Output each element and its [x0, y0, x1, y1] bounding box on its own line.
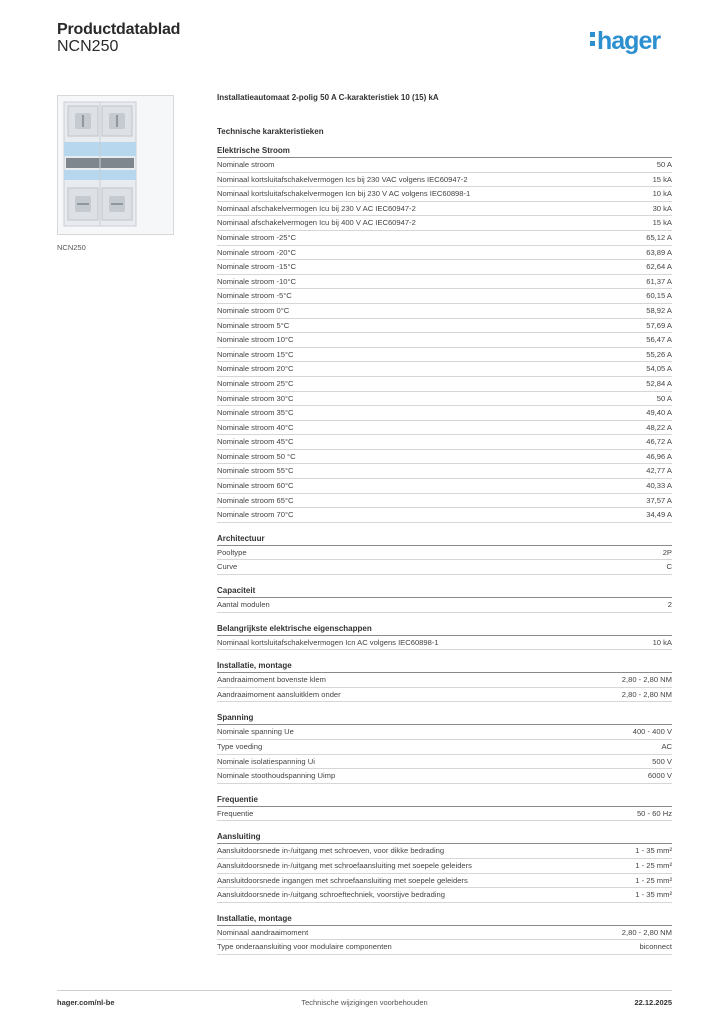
spec-section — [217, 660, 672, 702]
spec-label: Nominale stroom 35°C — [217, 408, 294, 418]
spec-section — [217, 831, 672, 902]
spec-label: Nominale stroom -25°C — [217, 232, 297, 242]
spec-row — [217, 333, 672, 348]
spec-value: 30 kA — [652, 203, 672, 213]
spec-label: Nominale stroom -5°C — [217, 291, 292, 301]
spec-label: Frequentie — [217, 808, 254, 818]
spec-sections — [217, 145, 672, 955]
spec-section — [217, 533, 672, 575]
spec-value: 2,80 - 2,80 NM — [621, 675, 672, 685]
spec-label: Nominale stroom 65°C — [217, 495, 294, 505]
spec-row — [217, 304, 672, 319]
spec-label: Nominale stroom -10°C — [217, 276, 297, 286]
spec-label: Aansluitdoorsnede ingangen met schroefaansluiting met soepele geleiders — [217, 875, 468, 885]
spec-row — [217, 636, 672, 651]
spec-label: Nominale stoothoudspanning Uimp — [217, 771, 336, 781]
spec-value: 50 A — [656, 160, 672, 169]
spec-label: Aandraaimoment aansluitklem onder — [217, 689, 341, 699]
spec-value: 55,26 A — [646, 349, 672, 359]
spec-value: 61,37 A — [646, 276, 672, 286]
spec-label: Nominale stroom 25°C — [217, 378, 294, 388]
spec-row — [217, 187, 672, 202]
spec-value: 2 — [667, 600, 672, 610]
spec-label: Aansluitdoorsnede in-/uitgang schroeftechniek, voorstijve bedrading — [217, 890, 445, 900]
footer-disclaimer: Technische wijzigingen voorbehouden — [301, 998, 428, 1007]
section-title: Architectuur — [217, 533, 672, 546]
spec-row — [217, 807, 672, 822]
page-title: Productdatablad — [57, 21, 181, 38]
spec-value: 1 - 25 mm² — [635, 875, 672, 885]
spec-row — [217, 598, 672, 613]
spec-row — [217, 494, 672, 509]
spec-row — [217, 362, 672, 377]
spec-label: Nominale stroom 5°C — [217, 320, 290, 330]
image-caption: NCN250 — [57, 243, 86, 252]
spec-row — [217, 688, 672, 703]
spec-value: 37,57 A — [646, 495, 672, 505]
spec-label: Nominaal afschakelvermogen Icu bij 230 V AC IEC60947-2 — [217, 203, 416, 213]
spec-label: Nominale stroom 40°C — [217, 422, 294, 432]
footer-date: 22.12.2025 — [634, 998, 672, 1007]
spec-label: Type onderaansluiting voor modulaire componenten — [217, 942, 392, 952]
spec-label: Curve — [217, 562, 238, 572]
spec-label: Nominale stroom 20°C — [217, 364, 294, 374]
spec-section — [217, 145, 672, 523]
spec-value: 400 - 400 V — [632, 727, 672, 737]
footer-website: hager.com/nl-be — [57, 998, 115, 1007]
product-headline: Installatieautomaat 2-polig 50 A C-karakteristiek 10 (15) kA — [217, 93, 439, 102]
spec-label: Aantal modulen — [217, 600, 270, 610]
spec-section — [217, 794, 672, 822]
spec-row — [217, 560, 672, 575]
spec-value: C — [666, 562, 672, 572]
spec-label: Nominale stroom 30°C — [217, 393, 294, 403]
spec-value: 500 V — [652, 756, 672, 766]
spec-label: Nominale stroom — [217, 160, 275, 169]
logo-colon-icon — [590, 31, 595, 47]
spec-value: 15 kA — [652, 218, 672, 228]
section-title: Elektrische Stroom — [217, 145, 672, 158]
spec-label: Nominale stroom 60°C — [217, 481, 294, 491]
spec-label: Nominaal kortsluitafschakelvermogen Icn AC volgens IEC60898-1 — [217, 637, 439, 647]
spec-row — [217, 926, 672, 941]
spec-value: 54,05 A — [646, 364, 672, 374]
spec-value: 50 A — [656, 393, 672, 403]
section-title: Spanning — [217, 712, 672, 725]
spec-label: Nominale stroom 45°C — [217, 437, 294, 447]
spec-value: 42,77 A — [646, 466, 672, 476]
spec-label: Nominale stroom 10°C — [217, 335, 294, 345]
section-title: Capaciteit — [217, 585, 672, 598]
spec-value: 58,92 A — [646, 305, 672, 315]
spec-value: 40,33 A — [646, 481, 672, 491]
spec-label: Nominale stroom 70°C — [217, 510, 294, 520]
spec-label: Pooltype — [217, 547, 247, 557]
technical-characteristics-title: Technische karakteristieken — [217, 127, 324, 136]
spec-row — [217, 173, 672, 188]
spec-row — [217, 673, 672, 688]
spec-row — [217, 844, 672, 859]
spec-value: 34,49 A — [646, 510, 672, 520]
spec-section — [217, 712, 672, 783]
spec-section — [217, 585, 672, 613]
spec-value: 15 kA — [652, 174, 672, 184]
spec-row — [217, 348, 672, 363]
logo-text: hager — [597, 27, 661, 55]
hager-logo — [590, 27, 660, 56]
section-title: Belangrijkste elektrische eigenschappen — [217, 623, 672, 636]
spec-label: Nominale stroom -20°C — [217, 247, 297, 257]
spec-label: Nominaal kortsluitafschakelvermogen Ics bij 230 VAC volgens IEC60947-2 — [217, 174, 468, 184]
spec-label: Nominale stroom 55°C — [217, 466, 294, 476]
spec-value: 49,40 A — [646, 408, 672, 418]
spec-row — [217, 289, 672, 304]
spec-row — [217, 546, 672, 561]
spec-row — [217, 464, 672, 479]
spec-row — [217, 246, 672, 261]
circuit-breaker-illustration — [58, 96, 173, 234]
spec-value: 2,80 - 2,80 NM — [621, 927, 672, 937]
spec-row — [217, 435, 672, 450]
spec-label: Nominale stroom -15°C — [217, 262, 297, 272]
spec-row — [217, 260, 672, 275]
spec-row — [217, 216, 672, 231]
spec-label: Nominaal afschakelvermogen Icu bij 400 V AC IEC60947-2 — [217, 218, 416, 228]
spec-label: Nominale isolatiespanning Ui — [217, 756, 315, 766]
spec-row — [217, 940, 672, 955]
spec-row — [217, 319, 672, 334]
spec-label: Aansluitdoorsnede in-/uitgang met schroefaansluiting met soepele geleiders — [217, 860, 472, 870]
spec-label: Nominale stroom 0°C — [217, 305, 290, 315]
spec-value: 57,69 A — [646, 320, 672, 330]
spec-value: 46,72 A — [646, 437, 672, 447]
spec-row — [217, 421, 672, 436]
spec-row — [217, 392, 672, 407]
spec-value: 56,47 A — [646, 335, 672, 345]
spec-label: Nominale stroom 15°C — [217, 349, 294, 359]
spec-value: 48,22 A — [646, 422, 672, 432]
spec-row — [217, 859, 672, 874]
section-title: Installatie, montage — [217, 913, 672, 926]
spec-label: Aansluitdoorsnede in-/uitgang met schroeven, voor dikke bedrading — [217, 846, 445, 856]
spec-row — [217, 769, 672, 784]
spec-row — [217, 479, 672, 494]
spec-row — [217, 740, 672, 755]
spec-label: Nominale stroom 50 °C — [217, 451, 296, 461]
spec-row — [217, 377, 672, 392]
spec-label: Aandraaimoment bovenste klem — [217, 675, 326, 685]
spec-label: Nominale spanning Ue — [217, 727, 294, 737]
spec-label: Nominaal kortsluitafschakelvermogen Icn bij 230 V AC volgens IEC60898-1 — [217, 189, 471, 199]
page-footer — [57, 990, 672, 1012]
spec-value: 6000 V — [647, 771, 672, 781]
spec-value: 52,84 A — [646, 378, 672, 388]
spec-row — [217, 202, 672, 217]
spec-value: 1 - 35 mm² — [635, 890, 672, 900]
spec-value: 60,15 A — [646, 291, 672, 301]
spec-content — [217, 91, 672, 965]
spec-value: 1 - 25 mm² — [635, 860, 672, 870]
product-image — [57, 95, 174, 235]
section-title: Aansluiting — [217, 831, 672, 844]
spec-value: 10 kA — [652, 637, 672, 647]
section-title: Frequentie — [217, 794, 672, 807]
spec-row — [217, 275, 672, 290]
spec-value: 62,64 A — [646, 262, 672, 272]
spec-value: 65,12 A — [646, 232, 672, 242]
spec-row — [217, 508, 672, 523]
product-code: NCN250 — [57, 38, 119, 55]
spec-row — [217, 725, 672, 740]
spec-value: AC — [661, 742, 672, 751]
spec-value: 2,80 - 2,80 NM — [621, 689, 672, 699]
spec-label: Nominaal aandraaimoment — [217, 927, 309, 937]
section-title: Installatie, montage — [217, 660, 672, 673]
spec-row — [217, 231, 672, 246]
spec-value: 1 - 35 mm² — [635, 846, 672, 856]
spec-row — [217, 888, 672, 903]
spec-value: 63,89 A — [646, 247, 672, 257]
spec-row — [217, 406, 672, 421]
spec-value: biconnect — [639, 942, 672, 952]
spec-value: 2P — [662, 547, 672, 557]
spec-value: 46,96 A — [646, 451, 672, 461]
spec-label: Type voeding — [217, 742, 263, 751]
spec-value: 50 - 60 Hz — [636, 808, 672, 818]
spec-row — [217, 755, 672, 770]
spec-row — [217, 158, 672, 173]
spec-row — [217, 874, 672, 889]
spec-section — [217, 623, 672, 651]
spec-value: 10 kA — [652, 189, 672, 199]
spec-row — [217, 450, 672, 465]
spec-section — [217, 913, 672, 955]
